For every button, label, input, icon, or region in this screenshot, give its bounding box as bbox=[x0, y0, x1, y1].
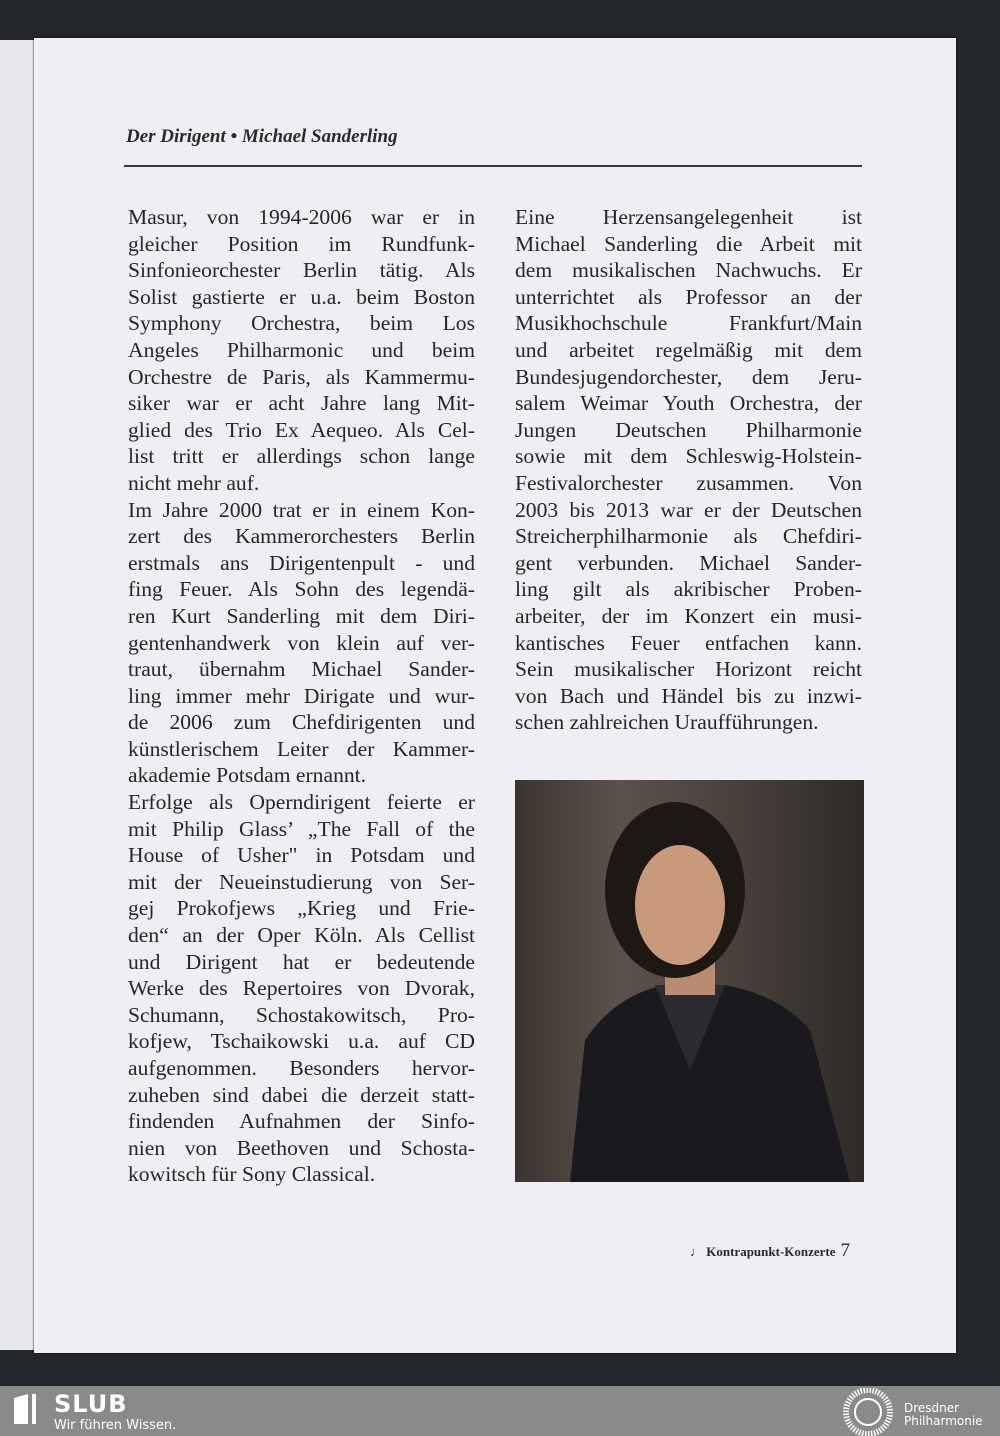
text-line: Werke des Repertoires von Dvorak, bbox=[128, 976, 475, 1001]
text-line: künstlerischem Leiter der Kammer- bbox=[128, 736, 475, 761]
text-line: Bundesjugendorchester, dem Jeru- bbox=[515, 364, 862, 389]
text-line: unterrichtet als Professor an der bbox=[515, 284, 862, 309]
text-line: kofjew, Tschaikowski u.a. auf CD bbox=[128, 1029, 475, 1054]
paragraph bbox=[128, 789, 475, 1188]
previous-page-edge bbox=[0, 40, 37, 1350]
text-line: Angeles Philharmonic und beim bbox=[128, 337, 475, 362]
text-line: den“ an der Oper Köln. Als Cellist bbox=[128, 923, 475, 948]
text-line: zuheben sind dabei die derzeit statt- bbox=[128, 1082, 475, 1107]
page-footer bbox=[690, 1240, 850, 1262]
text-line: siker war er acht Jahre lang Mit- bbox=[128, 391, 475, 416]
left-column bbox=[128, 204, 475, 1188]
philharmonie-sunburst-icon bbox=[842, 1388, 894, 1436]
text-line: findenden Aufnahmen der Sinfo- bbox=[128, 1109, 475, 1134]
text-line: 2003 bis 2013 war er der Deutschen bbox=[515, 497, 862, 522]
text-line: gentenhandwerk von klein auf ver- bbox=[128, 630, 475, 655]
text-line: von Bach und Händel bis zu inzwi- bbox=[515, 683, 862, 708]
paragraph bbox=[515, 204, 862, 736]
text-line: Sinfonieorchester Berlin tätig. Als bbox=[128, 258, 475, 283]
document-page bbox=[34, 38, 956, 1353]
text-line: erstmals ans Dirigentenpult - und bbox=[128, 550, 475, 575]
text-line: Erfolge als Operndirigent feierte er bbox=[128, 790, 475, 815]
text-line: gleicher Position im Rundfunk- bbox=[128, 231, 475, 256]
text-line: Sein musikalischer Horizont reicht bbox=[515, 657, 862, 682]
right-column bbox=[515, 204, 862, 736]
text-line: Symphony Orchestra, beim Los bbox=[128, 311, 475, 336]
running-head: Der Dirigent • Michael Sanderling bbox=[126, 126, 398, 147]
text-line: kowitsch für Sony Classical. bbox=[128, 1162, 376, 1187]
text-line: Jungen Deutschen Philharmonie bbox=[515, 417, 862, 442]
text-line: ling gilt als akribischer Proben- bbox=[515, 577, 862, 602]
text-line: salem Weimar Youth Orchestra, der bbox=[515, 391, 862, 416]
text-line: nicht mehr auf. bbox=[128, 470, 260, 495]
text-line: Musikhochschule Frankfurt/Main bbox=[515, 311, 862, 336]
text-line: kantisches Feuer entfachen kann. bbox=[515, 630, 862, 655]
text-line: list tritt er allerdings schon lange bbox=[128, 444, 475, 469]
text-line: Festivalorchester zusammen. Von bbox=[515, 470, 862, 495]
conductor-portrait-photo bbox=[515, 780, 864, 1182]
text-line: dem musikalischen Nachwuchs. Er bbox=[515, 258, 862, 283]
text-line: gent verbunden. Michael Sander- bbox=[515, 550, 862, 575]
text-line: mit der Neueinstudierung von Ser- bbox=[128, 869, 475, 894]
text-line: schen zahlreichen Uraufführungen. bbox=[515, 710, 819, 735]
text-line: Solist gastierte er u.a. beim Boston bbox=[128, 284, 475, 309]
partner-logo-text bbox=[904, 1402, 983, 1428]
partner-line-2: Philharmonie bbox=[904, 1414, 983, 1428]
text-line: mit Philip Glass’ „The Fall of the bbox=[128, 816, 475, 841]
text-line: nien von Beethoven und Schosta- bbox=[128, 1135, 475, 1160]
slub-tagline: Wir führen Wissen. bbox=[54, 1418, 177, 1433]
bottom-brand-bar bbox=[0, 1386, 1000, 1436]
text-line: Streicherphilharmonie als Chefdiri- bbox=[515, 524, 862, 549]
text-line: Schumann, Schostakowitsch, Pro- bbox=[128, 1002, 475, 1027]
page-number: 7 bbox=[840, 1240, 851, 1261]
text-line: Im Jahre 2000 trat er in einem Kon- bbox=[128, 497, 475, 522]
text-line: House of Usher" in Potsdam und bbox=[128, 843, 475, 868]
text-line: Orchestre de Paris, als Kammermu- bbox=[128, 364, 475, 389]
paragraph bbox=[128, 497, 475, 790]
text-line: zert des Kammerorchesters Berlin bbox=[128, 524, 475, 549]
partner-line-1: Dresdner bbox=[904, 1401, 960, 1415]
text-line: Eine Herzensangelegenheit ist bbox=[515, 205, 862, 229]
text-line: de 2006 zum Chefdirigenten und bbox=[128, 710, 475, 735]
text-line: und Dirigent hat er bedeutende bbox=[128, 949, 475, 974]
text-line: fing Feuer. Als Sohn des legendä- bbox=[128, 577, 475, 602]
text-line: glied des Trio Ex Aequeo. Als Cel- bbox=[128, 417, 475, 442]
text-line: gej Prokofjews „Krieg und Frie- bbox=[128, 896, 475, 921]
series-title: Kontrapunkt-Konzerte bbox=[706, 1244, 836, 1259]
text-line: akademie Potsdam ernannt. bbox=[128, 763, 367, 788]
paragraph bbox=[128, 204, 475, 497]
text-line: Michael Sanderling die Arbeit mit bbox=[515, 231, 862, 256]
text-line: sowie mit dem Schleswig-Holstein- bbox=[515, 444, 862, 469]
header-rule bbox=[124, 165, 862, 167]
text-line: aufgenommen. Besonders hervor- bbox=[128, 1056, 475, 1080]
text-line: und arbeitet regelmäßig mit dem bbox=[515, 337, 862, 362]
text-line: Masur, von 1994-2006 war er in bbox=[128, 205, 475, 229]
slub-logo-text: SLUB bbox=[54, 1390, 128, 1418]
music-note-icon: ♩ bbox=[690, 1244, 703, 1259]
text-line: ling immer mehr Dirigate und wur- bbox=[128, 683, 475, 708]
text-line: arbeiter, der im Konzert ein musi- bbox=[515, 603, 862, 628]
text-line: ren Kurt Sanderling mit dem Diri- bbox=[128, 603, 475, 628]
text-line: traut, übernahm Michael Sander- bbox=[128, 657, 475, 682]
slub-book-icon bbox=[12, 1392, 40, 1426]
